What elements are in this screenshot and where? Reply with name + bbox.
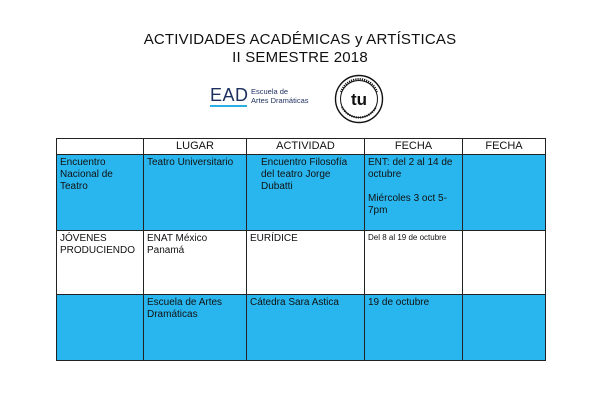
ead-logo-text: Escuela de Artes Dramáticas <box>251 87 309 105</box>
column-header-fecha-2: FECHA <box>463 139 546 155</box>
ead-logo-underline <box>210 105 247 107</box>
page-subtitle: II SEMESTRE 2018 <box>232 49 368 66</box>
activities-table <box>56 138 546 361</box>
date2-cell <box>463 231 546 295</box>
column-header <box>57 139 144 155</box>
place-cell: ENAT México Panamá <box>144 231 247 295</box>
activity-cell: Cátedra Sara Astica <box>247 295 365 361</box>
event-cell <box>57 295 144 361</box>
place-cell: Teatro Universitario <box>144 155 247 231</box>
svg-text:tu: tu <box>350 90 368 109</box>
date-text: ENT: del 2 al 14 de octubre <box>368 157 453 180</box>
place-cell: Escuela de Artes Dramáticas <box>144 295 247 361</box>
date-extra-text: Miércoles 3 oct 5-7pm <box>368 193 447 216</box>
table-row <box>57 295 546 361</box>
date-cell <box>365 155 463 231</box>
activity-cell: Encuentro Filosofía del teatro Jorge Dubatti <box>247 155 365 231</box>
date-cell: Del 8 al 19 de octubre <box>365 231 463 295</box>
table-header-row <box>57 139 546 155</box>
ead-logo-mark: EAD <box>210 85 249 105</box>
event-cell: JÓVENES PRODUCIENDO <box>57 231 144 295</box>
page-title: ACTIVIDADES ACADÉMICAS y ARTÍSTICAS <box>143 31 457 48</box>
column-header-actividad: ACTIVIDAD <box>247 139 365 155</box>
date2-cell <box>463 295 546 361</box>
table-row <box>57 231 546 295</box>
activity-cell: EURÍDICE <box>247 231 365 295</box>
table-row <box>57 155 546 231</box>
column-header-lugar: LUGAR <box>144 139 247 155</box>
date-cell: 19 de octubre <box>365 295 463 361</box>
university-seal-logo <box>334 74 384 124</box>
date2-cell <box>463 155 546 231</box>
column-header-fecha: FECHA <box>365 139 463 155</box>
event-cell: Encuentro Nacional de Teatro <box>57 155 144 231</box>
